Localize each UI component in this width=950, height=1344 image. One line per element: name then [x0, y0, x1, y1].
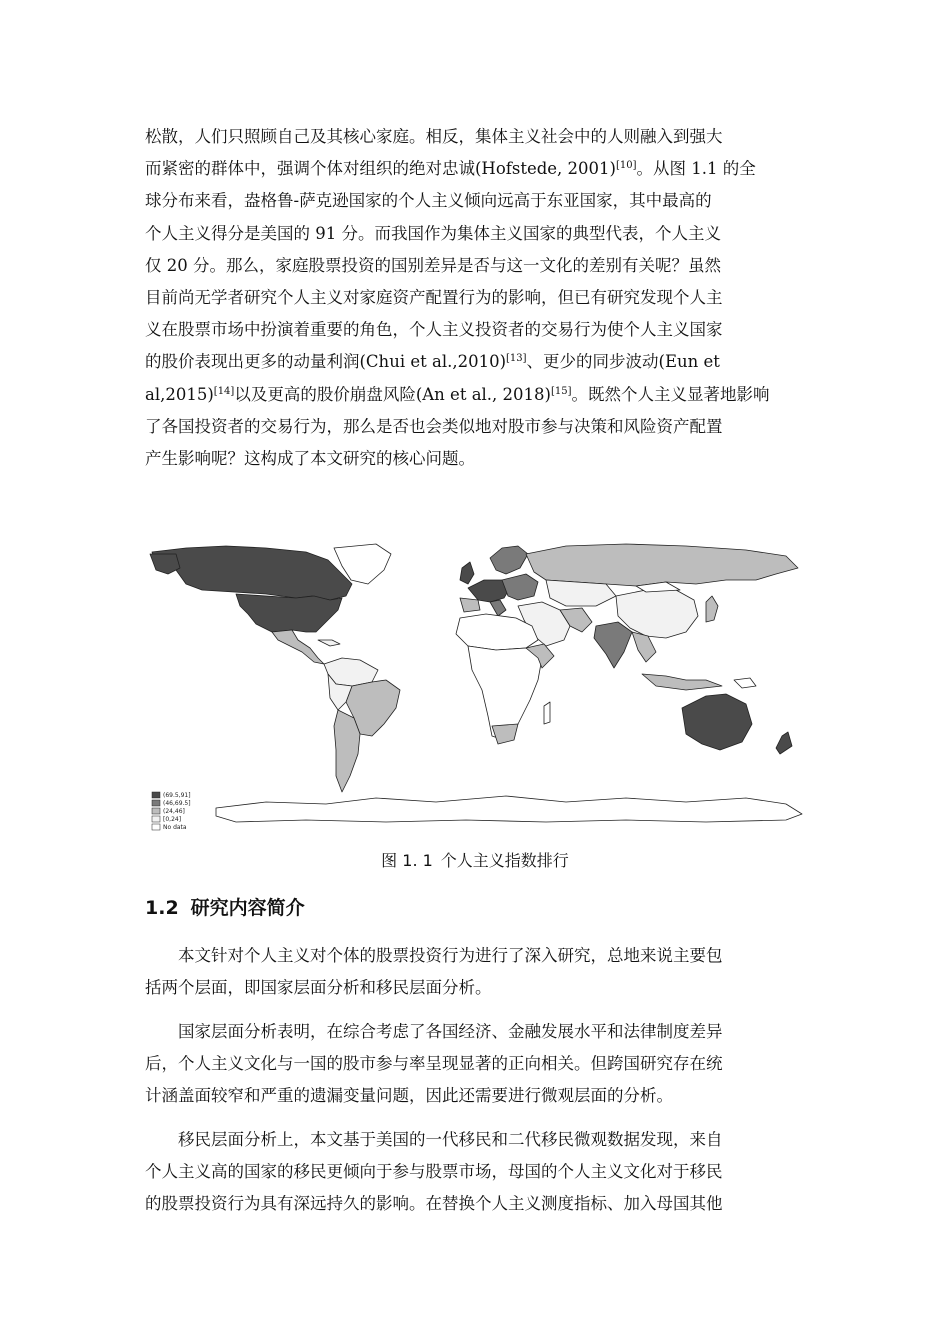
citation-ref[interactable]: [10] [615, 160, 637, 172]
section-number: 1.2 [145, 897, 179, 919]
section-title: 研究内容简介 [190, 897, 305, 919]
text-line: 而紧密的群体中，强调个体对组织的绝对忠诚(Hofstede, 2001)[10]。从图 1.1 的全 [145, 159, 756, 179]
legend-swatch [152, 792, 160, 798]
legend-swatch [152, 800, 160, 806]
map-legend [152, 792, 191, 831]
text-line: 个人主义得分是美国的 91 分。而我国作为集体主义国家的典型代表，个人主义 [145, 223, 721, 243]
legend-swatch [152, 824, 160, 830]
paragraph-research-overview [145, 940, 807, 1004]
text-line: al,2015)[14]以及更高的股价崩盘风险(An et al., 2018)[15]。既然个人主义显著地影响 [145, 384, 770, 404]
paragraph-immigrant-level [145, 1124, 807, 1221]
text-line: 球分布来看，盎格鲁-萨克逊国家的个人主义倾向远高于东亚国家，其中最高的 [145, 191, 712, 211]
text-line: 的股价表现出更多的动量利润(Chui et al.,2010)[13]、更少的同步波动(Eun et [145, 352, 720, 372]
text-line: 产生影响呢？这构成了本文研究的核心问题。 [145, 449, 475, 469]
figure-number: 图 1. 1 [381, 851, 433, 870]
citation-ref[interactable]: [15] [550, 385, 572, 397]
citation-ref[interactable]: [14] [213, 385, 235, 397]
legend-label: (24,46] [163, 808, 185, 815]
region-iberia [460, 598, 480, 612]
citation-ref[interactable]: [13] [506, 353, 527, 365]
legend-label: (69.5,91] [163, 792, 191, 799]
text-line: 本文针对个人主义对个体的股票投资行为进行了深入研究，总地来说主要包 [178, 946, 723, 965]
text-line: 目前尚无学者研究个人主义对家庭资产配置行为的影响，但已有研究发现个人主 [145, 288, 723, 308]
figure-caption [0, 848, 950, 871]
map-svg [146, 540, 806, 840]
text-line: 仅 20 分。那么，家庭股票投资的国别差异是否与这一文化的差别有关呢？虽然 [145, 255, 721, 275]
text-line: 的股票投资行为具有深远持久的影响。在替换个人主义测度指标、加入母国其他 [145, 1194, 723, 1214]
section-heading [145, 893, 305, 920]
legend-swatch [152, 816, 160, 822]
text-line: 了各国投资者的交易行为，那么是否也会类似地对股市参与决策和风险资产配置 [145, 416, 723, 436]
legend-label: [0,24] [163, 816, 182, 823]
region-madagascar [544, 702, 550, 724]
paragraph-individualism-context [145, 121, 807, 475]
text-line: 后，个人主义文化与一国的股市参与率呈现显著的正向相关。但跨国研究存在统 [145, 1054, 723, 1074]
text-line: 松散，人们只照顾自己及其核心家庭。相反，集体主义社会中的人则融入到强大 [145, 127, 723, 146]
text-line: 括两个层面，即国家层面分析和移民层面分析。 [145, 978, 492, 998]
text-line: 国家层面分析表明，在综合考虑了各国经济、金融发展水平和法律制度差异 [178, 1022, 723, 1041]
text-line: 义在股票市场中扮演着重要的角色，个人主义投资者的交易行为使个人主义国家 [145, 320, 723, 340]
figure-title: 个人主义指数排行 [440, 851, 569, 870]
legend-label: (46,69.5] [163, 800, 191, 807]
legend-label: No data [163, 824, 187, 831]
paragraph-country-level [145, 1016, 807, 1113]
world-individualism-map [146, 540, 806, 840]
text-line: 个人主义高的国家的移民更倾向于参与股票市场，母国的个人主义文化对于移民 [145, 1162, 723, 1182]
text-line: 计涵盖面较窄和严重的遗漏变量问题，因此还需要进行微观层面的分析。 [145, 1086, 673, 1106]
legend-swatch [152, 808, 160, 814]
text-line: 移民层面分析上，本文基于美国的一代移民和二代移民微观数据发现，来自 [178, 1130, 723, 1149]
